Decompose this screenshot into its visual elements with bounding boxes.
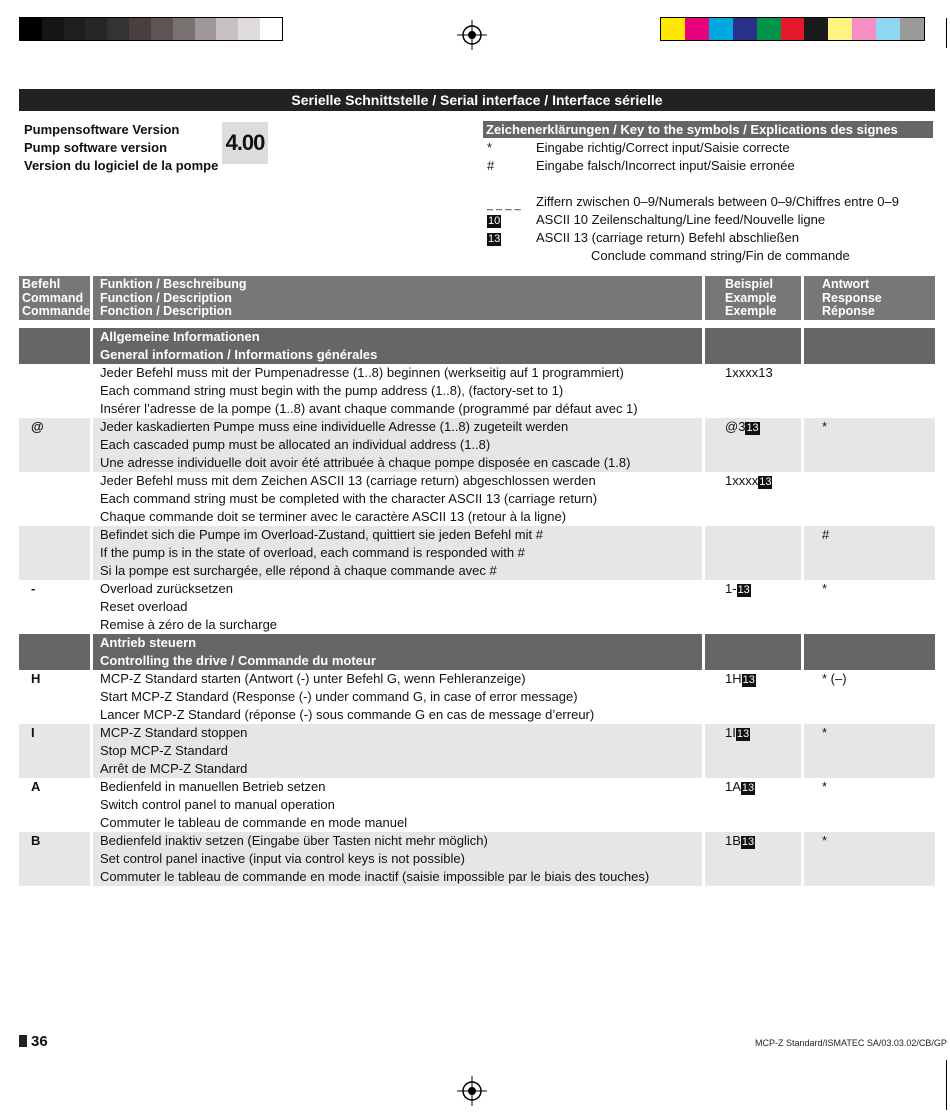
command-cell: [19, 472, 90, 490]
table-row: [19, 400, 935, 418]
response-cell: [804, 490, 935, 508]
table-row: [19, 436, 935, 454]
header-example-fr: Exemple: [725, 304, 777, 318]
page-title: Serielle Schnittstelle / Serial interface / Interface sérielle: [19, 89, 935, 111]
response-cell: [804, 382, 935, 400]
command-cell: [19, 706, 90, 724]
software-label-de: Pumpensoftware Version: [24, 122, 180, 137]
description-cell: [93, 706, 702, 724]
grey-swatch: [151, 18, 173, 40]
color-swatch: [804, 18, 828, 40]
registration-mark-icon: [457, 1076, 487, 1106]
command-cell: [19, 652, 90, 670]
command-cell: [19, 778, 90, 796]
description-cell: [93, 544, 702, 562]
description-cell: [93, 724, 702, 742]
color-swatch: [733, 18, 757, 40]
response-cell-text: *: [822, 833, 828, 848]
table-row: [19, 670, 935, 688]
table-row: [19, 418, 935, 436]
description-cell: [93, 742, 702, 760]
command-cell: [19, 724, 90, 742]
description-cell-text: Allgemeine Informationen: [100, 329, 260, 344]
ascii-13-box: 13: [488, 233, 501, 245]
table-row: [19, 850, 935, 868]
grey-swatch: [20, 18, 42, 40]
response-cell: [804, 688, 935, 706]
header-command-fr: Commande: [22, 304, 91, 318]
description-cell: [93, 454, 702, 472]
command-cell: [19, 508, 90, 526]
example-cell: [705, 508, 801, 526]
description-cell-text: Stop MCP-Z Standard: [100, 743, 228, 758]
header-command-en: Command: [22, 290, 84, 305]
command-cell: [19, 562, 90, 580]
response-cell: [804, 850, 935, 868]
table-row: [19, 706, 935, 724]
color-swatch: [900, 18, 924, 40]
description-cell: [93, 652, 702, 670]
description-cell-text: Each cascaded pump must be allocated an individual address (1..8): [100, 437, 491, 452]
example-cell: [705, 670, 801, 688]
description-cell-text: General information / Informations générales: [100, 347, 378, 362]
description-cell-text: MCP-Z Standard stoppen: [100, 725, 248, 740]
command-cell: [19, 760, 90, 778]
response-cell: [804, 418, 935, 436]
grey-swatch: [238, 18, 260, 40]
example-cell: [705, 472, 801, 490]
description-cell: [93, 580, 702, 598]
grey-swatch: [85, 18, 107, 40]
example-cell: [705, 562, 801, 580]
table-row: [19, 598, 935, 616]
response-cell-text: #: [822, 527, 830, 542]
example-cell: [705, 634, 801, 652]
header-example-de: Beispiel: [725, 277, 773, 291]
command-cell-text: B: [31, 833, 41, 848]
crop-mark: [946, 18, 947, 48]
key-text: ASCII 13 (carriage return) Befehl abschließen: [536, 230, 800, 245]
description-cell-text: Jeder kaskadierten Pumpe muss eine individuelle Adresse (1..8) zugeteilt werden: [100, 419, 569, 434]
description-cell: [93, 688, 702, 706]
header-response-de: Antwort: [822, 277, 870, 291]
command-cell: [19, 616, 90, 634]
ascii-13-box: 13: [736, 728, 750, 740]
command-cell: [19, 526, 90, 544]
description-cell-text: Controlling the drive / Commande du moteur: [100, 653, 376, 668]
example-cell: [705, 490, 801, 508]
response-cell: [804, 832, 935, 850]
response-cell: [804, 400, 935, 418]
description-cell: [93, 328, 702, 346]
command-cell: [19, 454, 90, 472]
response-cell: [804, 724, 935, 742]
description-cell: [93, 760, 702, 778]
description-cell: [93, 598, 702, 616]
response-cell: [804, 580, 935, 598]
color-swatch: [685, 18, 709, 40]
example-cell-text: 1B: [725, 833, 741, 848]
description-cell-text: Une adresse individuelle doit avoir été attribuée à chaque pompe disposée en cascade (1.8): [100, 455, 631, 470]
response-cell: [804, 616, 935, 634]
footer-text: MCP-Z Standard/ISMATEC SA/03.03.02/CB/GP: [755, 1038, 947, 1048]
command-cell: [19, 328, 90, 346]
command-table: [19, 328, 935, 886]
description-cell: [93, 382, 702, 400]
example-cell-text: 1xxxx13: [725, 365, 773, 380]
key-text: Conclude command string/Fin de commande: [591, 248, 850, 263]
response-cell: [804, 544, 935, 562]
header-response-en: Response: [822, 290, 882, 305]
description-cell: [93, 868, 702, 886]
description-cell-text: Switch control panel to manual operation: [100, 797, 335, 812]
response-cell: [804, 670, 935, 688]
color-swatch: [709, 18, 733, 40]
example-cell: [705, 832, 801, 850]
response-cell: [804, 526, 935, 544]
description-cell-text: Start MCP-Z Standard (Response (-) under command G, in case of error message): [100, 689, 578, 704]
key-text: Eingabe richtig/Correct input/Saisie correcte: [536, 140, 790, 155]
table-row: [19, 868, 935, 886]
grey-swatch: [260, 18, 282, 40]
description-cell: [93, 526, 702, 544]
ascii-10-box: 10: [488, 215, 501, 227]
color-swatch: [852, 18, 876, 40]
response-cell: [804, 742, 935, 760]
table-row: [19, 580, 935, 598]
description-cell-text: Chaque commande doit se terminer avec le caractère ASCII 13 (retour à la ligne): [100, 509, 567, 524]
description-cell-text: Bedienfeld in manuellen Betrieb setzen: [100, 779, 326, 794]
example-cell-text: 1-: [725, 581, 737, 596]
table-row: [19, 472, 935, 490]
response-cell: [804, 706, 935, 724]
description-cell: [93, 832, 702, 850]
example-cell: [705, 328, 801, 346]
response-cell: [804, 436, 935, 454]
command-cell: [19, 580, 90, 598]
example-cell: [705, 742, 801, 760]
command-cell-text: H: [31, 671, 41, 686]
description-cell: [93, 346, 702, 364]
example-cell: [705, 652, 801, 670]
header-function: [93, 276, 702, 320]
grey-swatch: [173, 18, 195, 40]
key-text: Ziffern zwischen 0–9/Numerals between 0–9/Chiffres entre 0–9: [536, 194, 899, 209]
command-cell-text: @: [31, 419, 44, 434]
example-cell: [705, 796, 801, 814]
response-cell: [804, 598, 935, 616]
example-cell-text: 1xxxx: [725, 473, 759, 488]
description-cell-text: Jeder Befehl muss mit dem Zeichen ASCII 13 (carriage return) abgeschlossen werden: [100, 473, 596, 488]
key-heading: Zeichenerklärungen / Key to the symbols / Explications des signes: [483, 121, 933, 138]
command-cell: [19, 688, 90, 706]
key-text: Eingabe falsch/Incorrect input/Saisie erronée: [536, 158, 795, 173]
color-swatch: [757, 18, 781, 40]
command-cell-text: I: [31, 725, 35, 740]
command-cell: [19, 742, 90, 760]
example-cell: [705, 436, 801, 454]
example-cell: [705, 850, 801, 868]
description-cell: [93, 400, 702, 418]
ascii-13-box: 13: [742, 674, 755, 686]
response-cell: [804, 634, 935, 652]
table-row: [19, 508, 935, 526]
grey-swatch: [64, 18, 86, 40]
response-cell: [804, 346, 935, 364]
header-function-de: Funktion / Beschreibung: [100, 277, 247, 291]
command-cell: [19, 400, 90, 418]
ascii-13-box: 13: [741, 782, 755, 794]
command-cell: [19, 490, 90, 508]
ascii-13-box: 13: [759, 476, 772, 488]
command-cell-text: -: [31, 581, 36, 596]
description-cell: [93, 814, 702, 832]
section-header-row: [19, 346, 935, 364]
example-cell: [705, 616, 801, 634]
command-cell: [19, 382, 90, 400]
section-header-row: [19, 652, 935, 670]
description-cell: [93, 562, 702, 580]
example-cell: [705, 724, 801, 742]
grey-swatch: [195, 18, 217, 40]
example-cell: [705, 598, 801, 616]
grey-swatch: [129, 18, 151, 40]
color-swatch: [876, 18, 900, 40]
table-row: [19, 724, 935, 742]
software-version-labels: [24, 121, 218, 175]
table-row: [19, 364, 935, 382]
color-bar: [660, 17, 925, 41]
example-cell: [705, 400, 801, 418]
response-cell-text: *: [822, 581, 828, 596]
description-cell: [93, 670, 702, 688]
header-function-fr: Fonction / Description: [100, 304, 232, 318]
header-example-en: Example: [725, 290, 777, 305]
table-row: [19, 544, 935, 562]
example-cell: [705, 778, 801, 796]
table-row: [19, 778, 935, 796]
ascii-13-box: 13: [741, 836, 755, 848]
color-swatch: [781, 18, 805, 40]
example-cell: [705, 706, 801, 724]
example-cell: [705, 868, 801, 886]
response-cell: [804, 508, 935, 526]
command-cell-text: A: [31, 779, 41, 794]
description-cell-text: Commuter le tableau de commande en mode inactif (saisie impossible par le biais des touches): [100, 869, 650, 884]
description-cell: [93, 796, 702, 814]
command-cell: [19, 850, 90, 868]
description-cell-text: If the pump is in the state of overload, each command is responded with #: [100, 545, 525, 560]
description-cell-text: Set control panel inactive (input via control keys is not possible): [100, 851, 465, 866]
key-symbol: #: [487, 158, 495, 173]
command-cell: [19, 868, 90, 886]
grey-swatch: [107, 18, 129, 40]
table-row: [19, 688, 935, 706]
command-cell: [19, 598, 90, 616]
example-cell: [705, 688, 801, 706]
example-cell: [705, 418, 801, 436]
crop-mark: [946, 1060, 947, 1110]
ascii-13-box: 13: [746, 422, 759, 434]
section-header-row: [19, 634, 935, 652]
table-row: [19, 382, 935, 400]
response-cell-text: *: [822, 725, 828, 740]
table-row: [19, 814, 935, 832]
grey-swatch: [42, 18, 64, 40]
response-cell: [804, 796, 935, 814]
example-cell-text: 1I: [725, 725, 736, 740]
table-row: [19, 490, 935, 508]
example-cell: [705, 814, 801, 832]
description-cell-text: Overload zurücksetzen: [100, 581, 233, 596]
color-swatch: [661, 18, 685, 40]
grey-scale-bar: [19, 17, 283, 41]
description-cell-text: Antrieb steuern: [100, 635, 197, 650]
example-cell: [705, 544, 801, 562]
description-cell: [93, 616, 702, 634]
command-cell: [19, 346, 90, 364]
key-text: ASCII 10 Zeilenschaltung/Line feed/Nouvelle ligne: [536, 212, 826, 227]
command-cell: [19, 832, 90, 850]
example-cell: [705, 364, 801, 382]
response-cell: [804, 472, 935, 490]
description-cell-text: Each command string must begin with the pump address (1..8), (factory-set to 1): [100, 383, 564, 398]
description-cell: [93, 436, 702, 454]
command-cell: [19, 544, 90, 562]
response-cell-text: * (–): [822, 671, 847, 686]
example-cell: [705, 454, 801, 472]
table-row: [19, 742, 935, 760]
response-cell: [804, 760, 935, 778]
table-row: [19, 796, 935, 814]
description-cell: [93, 472, 702, 490]
section-header-row: [19, 328, 935, 346]
description-cell-text: Remise à zéro de la surcharge: [100, 617, 278, 632]
header-command: [19, 276, 90, 320]
table-row: [19, 760, 935, 778]
table-row: [19, 562, 935, 580]
example-cell: [705, 526, 801, 544]
response-cell: [804, 814, 935, 832]
example-cell-text: 1H: [725, 671, 742, 686]
description-cell-text: Arrêt de MCP-Z Standard: [100, 761, 248, 776]
description-cell-text: Bedienfeld inaktiv setzen (Eingabe über Tasten nicht mehr möglich): [100, 833, 488, 848]
description-cell-text: Jeder Befehl muss mit der Pumpenadresse (1..8) beginnen (werkseitig auf 1 programmiert): [100, 365, 624, 380]
description-cell: [93, 508, 702, 526]
key-symbol: _ _ _ _: [487, 199, 521, 211]
response-cell: [804, 868, 935, 886]
command-cell: [19, 634, 90, 652]
response-cell-text: *: [822, 419, 828, 434]
software-version-value: 4.00: [222, 122, 268, 164]
description-cell: [93, 490, 702, 508]
header-command-de: Befehl: [22, 277, 61, 291]
response-cell-text: *: [822, 779, 828, 794]
header-response-fr: Réponse: [822, 304, 875, 318]
software-label-fr: Version du logiciel de la pompe: [24, 158, 219, 173]
response-cell: [804, 778, 935, 796]
ascii-13-box: 13: [737, 584, 750, 596]
response-cell: [804, 454, 935, 472]
description-cell-text: Lancer MCP-Z Standard (réponse (-) sous commande G en cas de message d’erreur): [100, 707, 595, 722]
command-cell: [19, 670, 90, 688]
example-cell: [705, 382, 801, 400]
header-response: [804, 276, 935, 320]
registration-mark-icon: [457, 20, 487, 50]
example-cell-text: @3: [725, 419, 746, 434]
example-cell: [705, 580, 801, 598]
command-cell: [19, 796, 90, 814]
page-number-text: 36: [31, 1033, 48, 1050]
description-cell-text: Reset overload: [100, 599, 188, 614]
command-cell: [19, 364, 90, 382]
key-symbol: *: [487, 140, 493, 155]
response-cell: [804, 328, 935, 346]
response-cell: [804, 364, 935, 382]
grey-swatch: [216, 18, 238, 40]
command-cell: [19, 418, 90, 436]
header-function-en: Function / Description: [100, 290, 232, 305]
description-cell-text: Each command string must be completed with the character ASCII 13 (carriage return): [100, 491, 598, 506]
response-cell: [804, 562, 935, 580]
table-row: [19, 454, 935, 472]
description-cell: [93, 634, 702, 652]
description-cell-text: Si la pompe est surchargée, elle répond à chaque commande avec #: [100, 563, 497, 578]
table-row: [19, 616, 935, 634]
example-cell-text: 1A: [725, 779, 741, 794]
color-swatch: [828, 18, 852, 40]
response-cell: [804, 652, 935, 670]
page-number: [19, 1033, 48, 1050]
description-cell: [93, 778, 702, 796]
table-row: [19, 526, 935, 544]
description-cell-text: Commuter le tableau de commande en mode manuel: [100, 815, 408, 830]
description-cell-text: Insérer l’adresse de la pompe (1..8) avant chaque commande (programmé par défaut avec 1): [100, 401, 638, 416]
description-cell: [93, 418, 702, 436]
description-cell-text: Befindet sich die Pumpe im Overload-Zustand, quittiert sie jeden Befehl mit #: [100, 527, 543, 542]
example-cell: [705, 760, 801, 778]
description-cell: [93, 364, 702, 382]
table-row: [19, 832, 935, 850]
software-label-en: Pump software version: [24, 140, 168, 155]
description-cell: [93, 850, 702, 868]
header-example: [705, 276, 801, 320]
command-cell: [19, 436, 90, 454]
example-cell: [705, 346, 801, 364]
command-cell: [19, 814, 90, 832]
description-cell-text: MCP-Z Standard starten (Antwort (-) unter Befehl G, wenn Fehleranzeige): [100, 671, 526, 686]
